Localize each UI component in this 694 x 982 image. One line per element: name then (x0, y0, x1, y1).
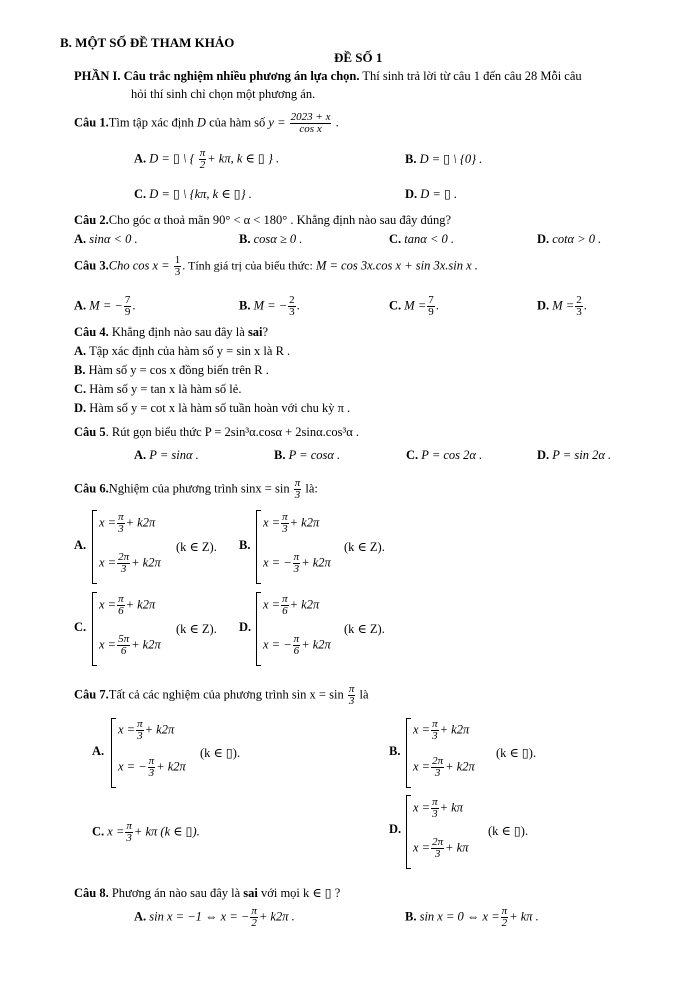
section-title: B. MỘT SỐ ĐỀ THAM KHẢO (60, 35, 235, 50)
q2-option-c[interactable]: C. tanα < 0 . (389, 232, 455, 246)
part-heading (74, 69, 582, 84)
q6-option-c-label[interactable]: C. (74, 620, 87, 634)
q7-option-b-system[interactable]: x = $\frac{\pi}{3}$ + k2π x = $\frac{2\pi}{3}$ + k2π (406, 718, 407, 788)
q4-option-d[interactable]: D. Hàm số y = cot x là hàm số tuần hoàn với chu kỳ π . (74, 401, 351, 415)
q7-option-c[interactable]: C. x = $\frac{\pi}{3}$ + kπ (k ∈ ▯). (92, 820, 200, 844)
q5-option-d[interactable]: D. P = sin 2α . (537, 448, 612, 462)
q1-d: D (196, 115, 206, 130)
q1-label: Câu 1. (74, 115, 109, 130)
q6-b-kz: (k ∈ Z). (344, 540, 385, 554)
q3-option-a[interactable]: A. M = − $\frac{7}{9}$ . (74, 294, 136, 318)
question-1: Câu 1.Tìm tập xác định D của hàm số y = $\frac{2023 + x}{\text{cos x}}$ . (74, 111, 339, 135)
q1-fraction: $\frac{2023 + x}{\text{cos x}}$ (290, 111, 331, 135)
q4-option-a[interactable]: A. Tập xác định của hàm số y = sin x là R . (74, 344, 291, 358)
q7-option-d-label[interactable]: D. (389, 822, 402, 836)
q4-option-c[interactable]: C. Hàm số y = tan x là hàm số lẻ. (74, 382, 242, 396)
q7-option-d-system[interactable]: x = $\frac{\pi}{3}$ + kπ x = $\frac{2\pi}{3}$ + kπ (406, 795, 407, 869)
q6-c-kz: (k ∈ Z). (176, 622, 217, 636)
q1-option-d[interactable]: D. D = ▯ . (405, 187, 458, 201)
q6-option-b-label[interactable]: B. (239, 538, 251, 552)
q5-option-a[interactable]: A. P = sinα . (134, 448, 199, 462)
q6-option-b-system[interactable]: x = $\frac{\pi}{3}$ + k2π x = − $\frac{\pi}{3}$ + k2π (256, 510, 257, 584)
q1-text: Tìm tập xác định (108, 115, 194, 130)
q5-option-b[interactable]: B. P = cosα . (274, 448, 341, 462)
question-3: Câu 3.Cho cos x = $\frac{1}{3}$ . Tính giá trị của biểu thức: M = cos 3x.cos x + sin 3x.sin x . (74, 254, 478, 278)
q7-b-kset: (k ∈ ▯). (496, 746, 537, 760)
q2-option-b[interactable]: B. cosα ≥ 0 . (239, 232, 303, 246)
question-8: Câu 8. Phương án nào sau đây là sai với mọi k ∈ ▯ ? (74, 886, 341, 900)
q1-y: y = (268, 115, 286, 130)
q3-option-b[interactable]: B. M = − $\frac{2}{3}$ . (239, 294, 300, 318)
question-6: Câu 6.Nghiệm của phương trình sinx = sin $\frac{\pi}{3}$ là: (74, 477, 318, 501)
part-title: PHẦN I. Câu trắc nghiệm nhiều phương án lựa chọn. (74, 69, 360, 83)
q3-option-d[interactable]: D. M = $\frac{2}{3}$ . (537, 294, 587, 318)
q6-option-a-system[interactable]: x = $\frac{\pi}{3}$ + k2π x = $\frac{2\pi}{3}$ + k2π (92, 510, 93, 584)
q5-option-c[interactable]: C. P = cos 2α . (406, 448, 483, 462)
q7-d-kset: (k ∈ ▯). (488, 824, 529, 838)
q6-option-d-label[interactable]: D. (239, 620, 252, 634)
q7-option-a-label[interactable]: A. (92, 744, 105, 758)
q1-text2: của hàm số (209, 115, 266, 130)
exam-title: ĐỀ SỐ 1 (334, 50, 383, 65)
question-5: Câu 5. Rút gọn biểu thức P = 2sin³α.cosα + 2sinα.cos³α . (74, 425, 360, 439)
part-desc-2: hỏi thí sinh chỉ chọn một phương án. (131, 87, 316, 101)
q6-option-c-system[interactable]: x = $\frac{\pi}{6}$ + k2π x = $\frac{5\pi}{6}$ + k2π (92, 592, 93, 666)
q6-option-d-system[interactable]: x = $\frac{\pi}{6}$ + k2π x = − $\frac{\pi}{6}$ + k2π (256, 592, 257, 666)
q6-d-kz: (k ∈ Z). (344, 622, 385, 636)
part-desc: Thí sinh trả lời từ câu 1 đến câu 28 Mỗi câu (362, 69, 582, 83)
q1-option-a[interactable]: A. D = ▯ \ { $\frac{\pi}{2}$ + kπ, k ∈ ▯ } . (134, 147, 280, 171)
question-7: Câu 7.Tất cả các nghiệm của phương trình sin x = sin $\frac{\pi}{3}$ là (74, 683, 369, 707)
q4-option-b[interactable]: B. Hàm số y = cos x đồng biến trên R . (74, 363, 269, 377)
q1-option-c[interactable]: C. D = ▯ \ {kπ, k ∈ ▯} . (134, 187, 252, 201)
q2-option-d[interactable]: D. cotα > 0 . (537, 232, 602, 246)
q1-option-b[interactable]: B. D = ▯ \ {0} . (405, 152, 483, 166)
q8-option-a[interactable]: A. sin x = −1 ⇔ x = − $\frac{\pi}{2}$ + k2π . (134, 905, 295, 929)
q7-option-b-label[interactable]: B. (389, 744, 401, 758)
q7-a-kset: (k ∈ ▯). (200, 746, 241, 760)
q2-option-a[interactable]: A. sinα < 0 . (74, 232, 138, 246)
q6-option-a-label[interactable]: A. (74, 538, 87, 552)
question-2: Câu 2.Cho góc α thoả mãn 90° < α < 180° . Khẳng định nào sau đây đúng? (74, 213, 452, 227)
question-4: Câu 4. Khẳng định nào sau đây là sai? (74, 325, 269, 339)
q8-option-b[interactable]: B. sin x = 0 ⇔ x = $\frac{\pi}{2}$ + kπ . (405, 905, 539, 929)
q3-option-c[interactable]: C. M = $\frac{7}{9}$ . (389, 294, 439, 318)
q7-option-a-system[interactable]: x = $\frac{\pi}{3}$ + k2π x = − $\frac{\pi}{3}$ + k2π (111, 718, 112, 788)
q6-a-kz: (k ∈ Z). (176, 540, 217, 554)
